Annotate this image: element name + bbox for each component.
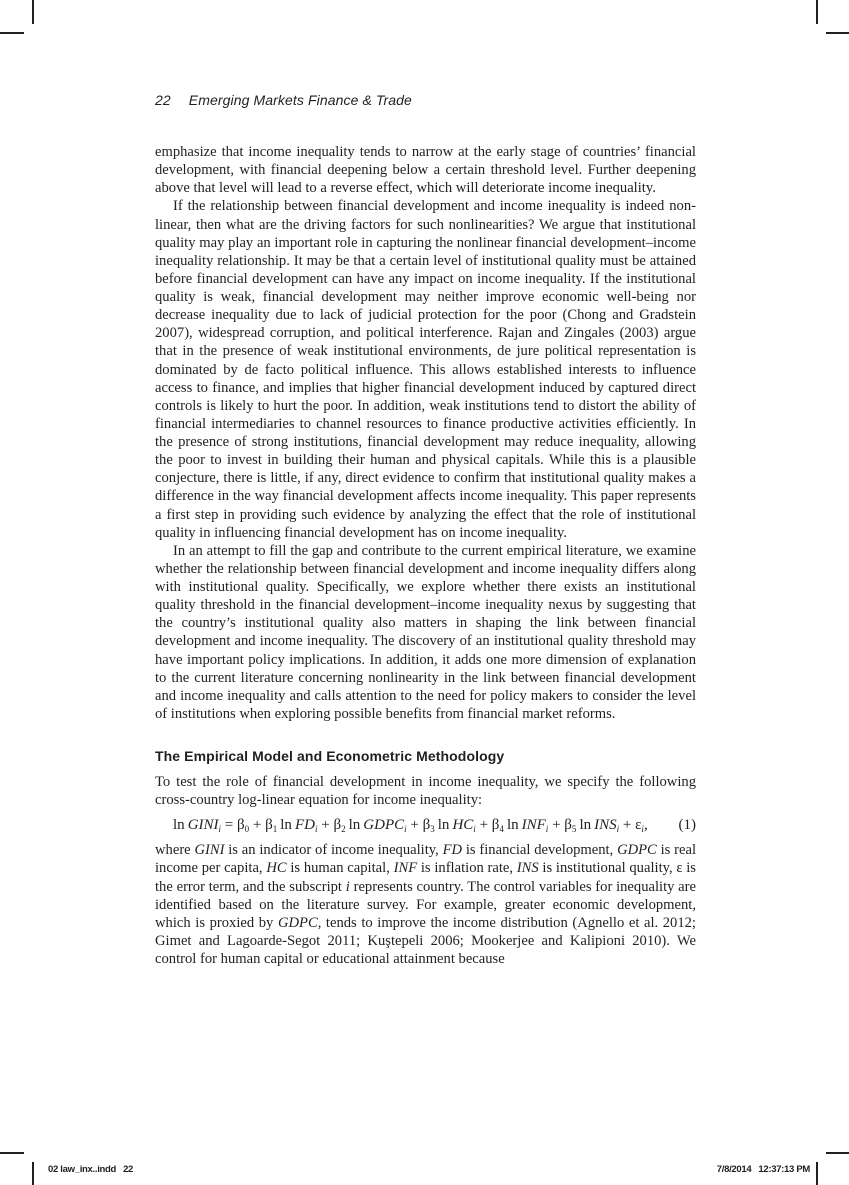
journal-title: Emerging Markets Finance & Trade xyxy=(188,92,412,108)
equation-number: (1) xyxy=(678,817,696,834)
page-number: 22 xyxy=(155,92,171,108)
crop-mark-top-right-horizontal xyxy=(826,32,849,34)
running-head xyxy=(155,92,412,108)
section-intro: To test the role of financial development in income inequality, we specify the following cross-country log-linear equation for income inequality: xyxy=(155,774,696,809)
paragraph-1: emphasize that income inequality tends to narrow at the early stage of countries’ financial development, with financial deepening below a certain threshold level. Further deepening above that level will lead to a reverse effect, which will deteriorate income inequality. xyxy=(155,144,696,197)
crop-mark-bottom-right-horizontal xyxy=(826,1152,849,1154)
variable-definitions-paragraph: where GINI is an indicator of income inequality, FD is financial development, GDPC is real income per capita, HC is human capital, INF is inflation rate, INS is institutional quality, ε is the error term, and the subscript i represents country. The control variables for inequality are identified based on the literature survey. For example, greater economic development, which is proxied by GDPC, tends to improve the income distribution (Agnello et al. 2012; Gimet and Lagoarde-Segot 2011; Kuştepeli 2006; Mookerjee and Kalipioni 2010). We control for human capital or educational attainment because xyxy=(155,842,697,967)
slug-datetime: 7/8/2014 12:37:13 PM xyxy=(716,1164,810,1175)
body-text xyxy=(155,143,696,968)
crop-mark-top-right-vertical xyxy=(816,0,818,24)
equation-body: $\ln GINI_i = \beta_0 + \beta_1$ $\ln FD_i + \beta_2$ $\ln GDPC_i + \beta_3$ $\ln HC_i + \beta_4$ $\ln INF_i + \beta_5$ $\ln INS_i + \varepsilon_i$, xyxy=(173,817,648,835)
crop-mark-bottom-right-vertical xyxy=(816,1162,818,1185)
crop-mark-bottom-left-horizontal xyxy=(0,1152,24,1154)
paragraph-3: In an attempt to fill the gap and contribute to the current empirical literature, we examine whether the relationship between financial development and income inequality differs along with institutional quality. Specifically, we explore whether there exists an institutional quality threshold in the financial development–income inequality nexus by suggesting that the country’s institutional quality also matters in shaping the link between financial development and income inequality. The discovery of an institutional quality threshold may have important policy implications. In addition, it adds one more dimension of explanation to the current literature concerning nonlinearity in the link between financial development and income inequality and calls attention to the need for policy makers to consider the level of institutions when exploring possible benefits from financial market reforms. xyxy=(155,542,696,722)
slug-file-info: 02 law_inx..indd 22 xyxy=(48,1164,134,1175)
crop-mark-top-left-horizontal xyxy=(0,32,24,34)
crop-mark-bottom-left-vertical xyxy=(32,1162,34,1185)
paragraph-2: If the relationship between financial development and income inequality is indeed nonlinear, then what are the driving factors for such nonlinearities? We argue that institutional quality may play an important role in capturing the nonlinear financial development–income inequality relationship. It may be that a certain level of institutional quality must be attained before financial development can have any impact on income inequality. If the institutional quality is weak, financial development may neither improve economic well-being nor decrease inequality due to lack of judicial protection for the poor (Chong and Gradstein 2007), widespread corruption, and political interference. Rajan and Zingales (2003) argue that in the presence of weak institutional environments, de jure political representation is dominated by de facto political influence. This allows established interests to influence access to finance, and implies that higher financial development induced by captured direct controls is likely to hurt the poor. In addition, weak institutions tend to distort the ability of financial intermediaries to channel resources to finance productive activities efficiently. In the presence of strong institutions, financial development may reduce inequality, allowing the poor to invest in building their human and physical capitals. While this is a plausible conjecture, there is little, if any, direct evidence to confirm that institutional quality makes a difference in the way financial development affects income inequality. This paper represents a first step in providing such evidence by analyzing the effect that the role of institutional quality in influencing financial development has on income inequality. xyxy=(155,198,696,541)
crop-mark-top-left-vertical xyxy=(32,0,34,24)
equation-1 xyxy=(155,815,696,835)
section-heading: The Empirical Model and Econometric Methodology xyxy=(155,748,505,764)
